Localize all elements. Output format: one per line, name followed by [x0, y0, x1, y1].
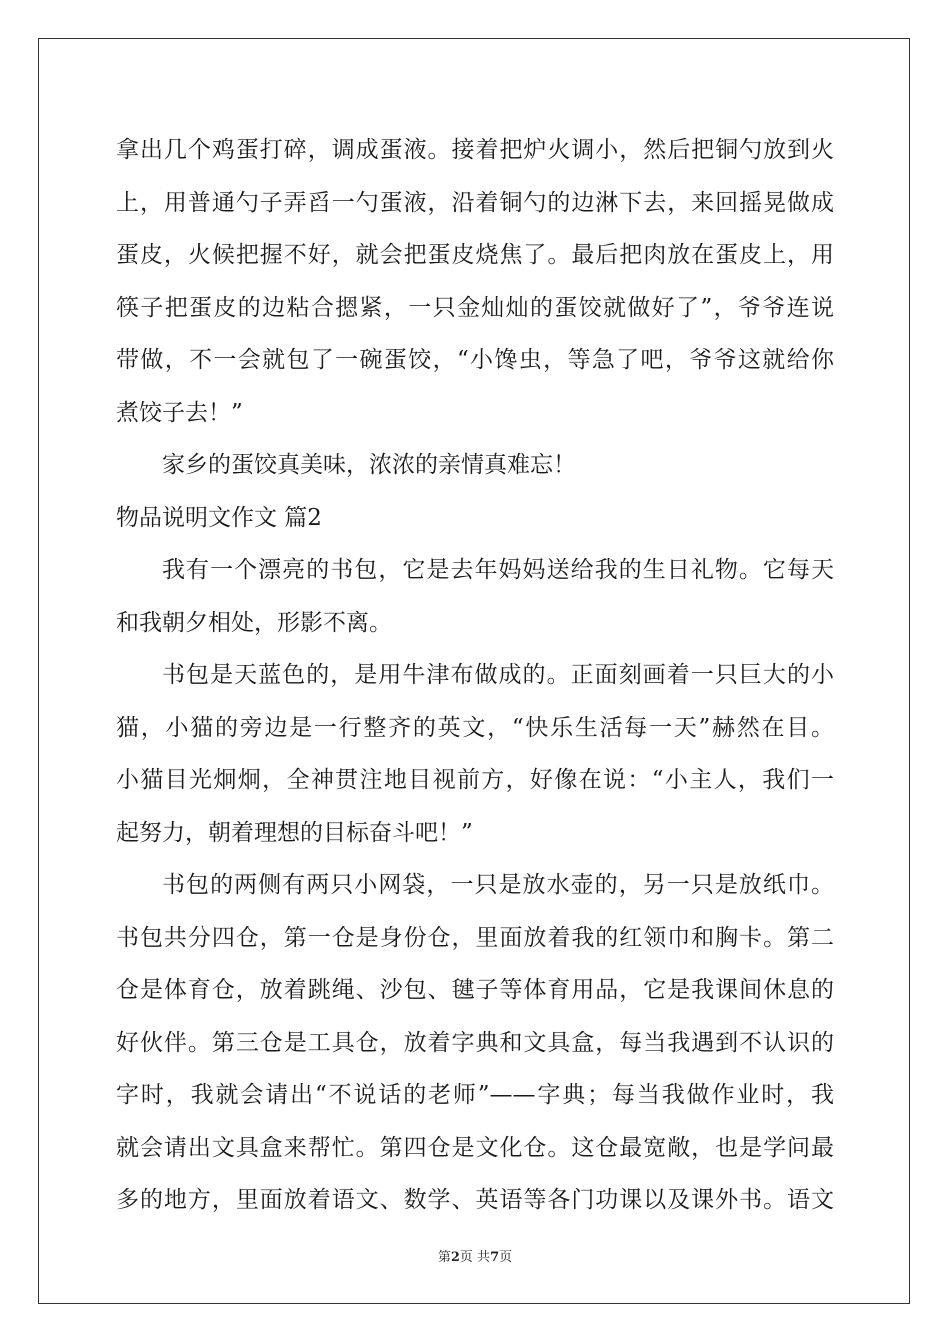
paragraph-line: 家乡的蛋饺真美味，浓浓的亲情真难忘！ [162, 452, 576, 478]
text-line: 字时，我就会请出“不说话的老师”——字典；每当我做作业时，我 [116, 1082, 834, 1108]
page-number: 2 [450, 1250, 460, 1265]
text-line: 和我朝夕相处，形影不离。 [116, 609, 392, 636]
paragraph-line: 书包的两侧有两只小网袋，一只是放水壶的，另一只是放纸巾。 [162, 872, 834, 898]
page-footer [0, 1246, 950, 1265]
text-line: 带做，不一会就包了一碗蛋饺，“小馋虫，等急了吧，爷爷这就给你 [116, 347, 834, 373]
section-heading: 物品说明文作文 篇2 [116, 504, 322, 531]
paragraph-line: 书包是天蓝色的，是用牛津布做成的。正面刻画着一只巨大的小 [162, 662, 834, 688]
text-line: 煮饺子去！” [116, 399, 243, 426]
text-line: 好伙伴。第三仓是工具仓，放着字典和文具盒，每当我遇到不认识的 [116, 1029, 834, 1056]
footer-suffix: 页 [499, 1250, 513, 1265]
text-line: 起努力，朝着理想的目标奋斗吧！” [116, 819, 473, 846]
paragraph-line: 我有一个漂亮的书包，它是去年妈妈送给我的生日礼物。它每天 [162, 557, 834, 583]
total-pages: 7 [490, 1250, 500, 1265]
text-line: 仓是体育仓，放着跳绳、沙包、毽子等体育用品，它是我课间休息的 [116, 977, 834, 1003]
text-line: 上，用普通勺子弄舀一勺蛋液，沿着铜勺的边淋下去，来回摇晃做成 [116, 189, 834, 216]
text-line: 书包共分四仓，第一仓是身份仓，里面放着我的红领巾和胸卡。第二 [116, 924, 834, 951]
text-line: 小猫目光炯炯，全神贯注地目视前方，好像在说：“小主人，我们一 [116, 767, 834, 793]
text-line: 蛋皮，火候把握不好，就会把蛋皮烧焦了。最后把肉放在蛋皮上，用 [116, 242, 834, 268]
text-line: 猫，小猫的旁边是一行整齐的英文，“快乐生活每一天”赫然在目。 [116, 714, 834, 741]
footer-prefix: 第 [437, 1250, 451, 1265]
text-line: 多的地方，里面放着语文、数学、英语等各门功课以及课外书。语文 [116, 1187, 834, 1213]
footer-mid: 页 共 [459, 1250, 491, 1265]
text-line: 就会请出文具盒来帮忙。第四仓是文化仓。这仓最宽敞，也是学问最 [116, 1134, 834, 1161]
text-line: 拿出几个鸡蛋打碎，调成蛋液。接着把炉火调小，然后把铜勺放到火 [116, 137, 834, 163]
text-line: 筷子把蛋皮的边粘合摁紧，一只金灿灿的蛋饺就做好了”，爷爷连说 [116, 294, 834, 321]
document-body [116, 124, 834, 1227]
